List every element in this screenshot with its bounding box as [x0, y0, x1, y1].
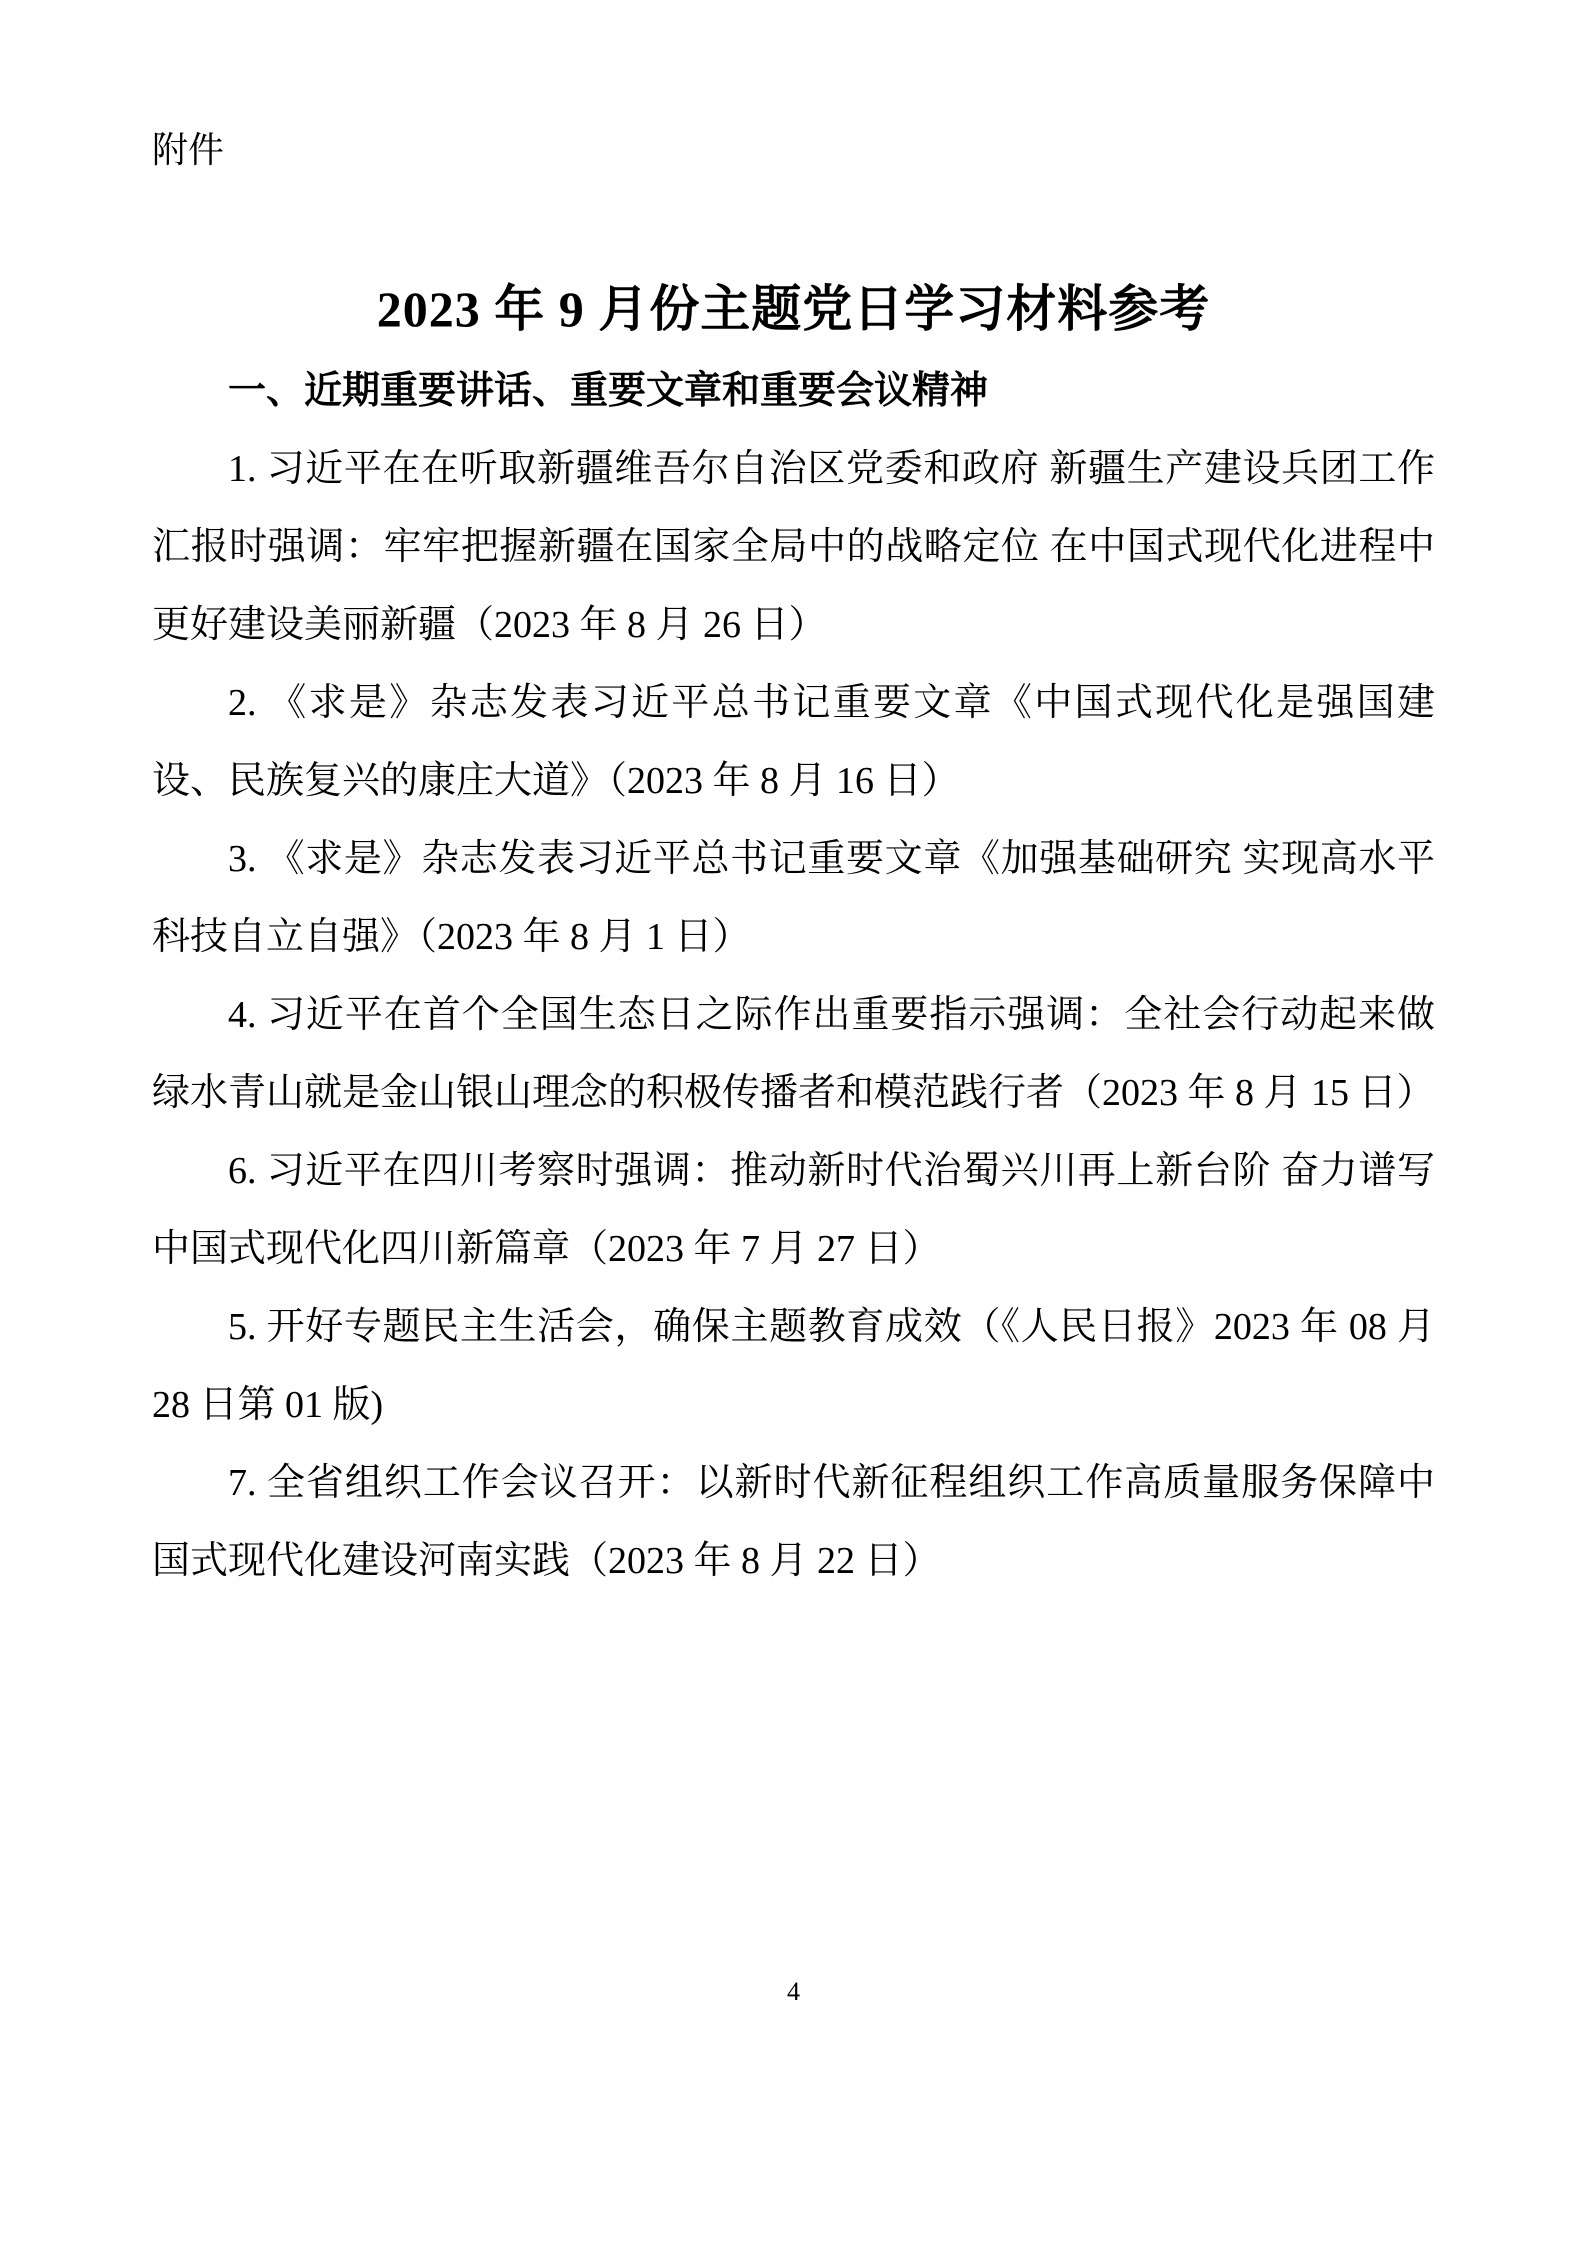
study-item-1: 1. 习近平在在听取新疆维吾尔自治区党委和政府 新疆生产建设兵团工作汇报时强调：牢牢把握新疆在国家全局中的战略定位 在中国式现代化进程中更好建设美丽新疆（2023 年 8 月 26 日） [152, 447, 1435, 646]
study-item-4: 4. 习近平在首个全国生态日之际作出重要指示强调：全社会行动起来做绿水青山就是金山银山理念的积极传播者和模范践行者（2023 年 8 月 15 日） [152, 993, 1435, 1114]
section-heading: 一、近期重要讲话、重要文章和重要会议精神 [228, 369, 989, 412]
study-item-5: 5. 开好专题民主生活会，确保主题教育成效（《人民日报》2023 年 08 月 28 日第 01 版) [152, 1305, 1435, 1426]
study-item-3: 3. 《求是》杂志发表习近平总书记重要文章《加强基础研究 实现高水平科技自立自强》（2023 年 8 月 1 日） [152, 837, 1435, 958]
study-item-6: 6. 习近平在四川考察时强调：推动新时代治蜀兴川再上新台阶 奋力谱写中国式现代化四川新篇章（2023 年 7 月 27 日） [152, 1149, 1435, 1270]
attachment-label: 附件 [152, 129, 225, 170]
study-item-7: 7. 全省组织工作会议召开：以新时代新征程组织工作高质量服务保障中国式现代化建设河南实践（2023 年 8 月 22 日） [152, 1461, 1435, 1582]
page-number: 4 [787, 1977, 800, 2006]
document-title: 2023 年 9 月份主题党日学习材料参考 [376, 281, 1211, 338]
study-item-2: 2. 《求是》杂志发表习近平总书记重要文章《中国式现代化是强国建设、民族复兴的康庄大道》（2023 年 8 月 16 日） [152, 681, 1435, 802]
